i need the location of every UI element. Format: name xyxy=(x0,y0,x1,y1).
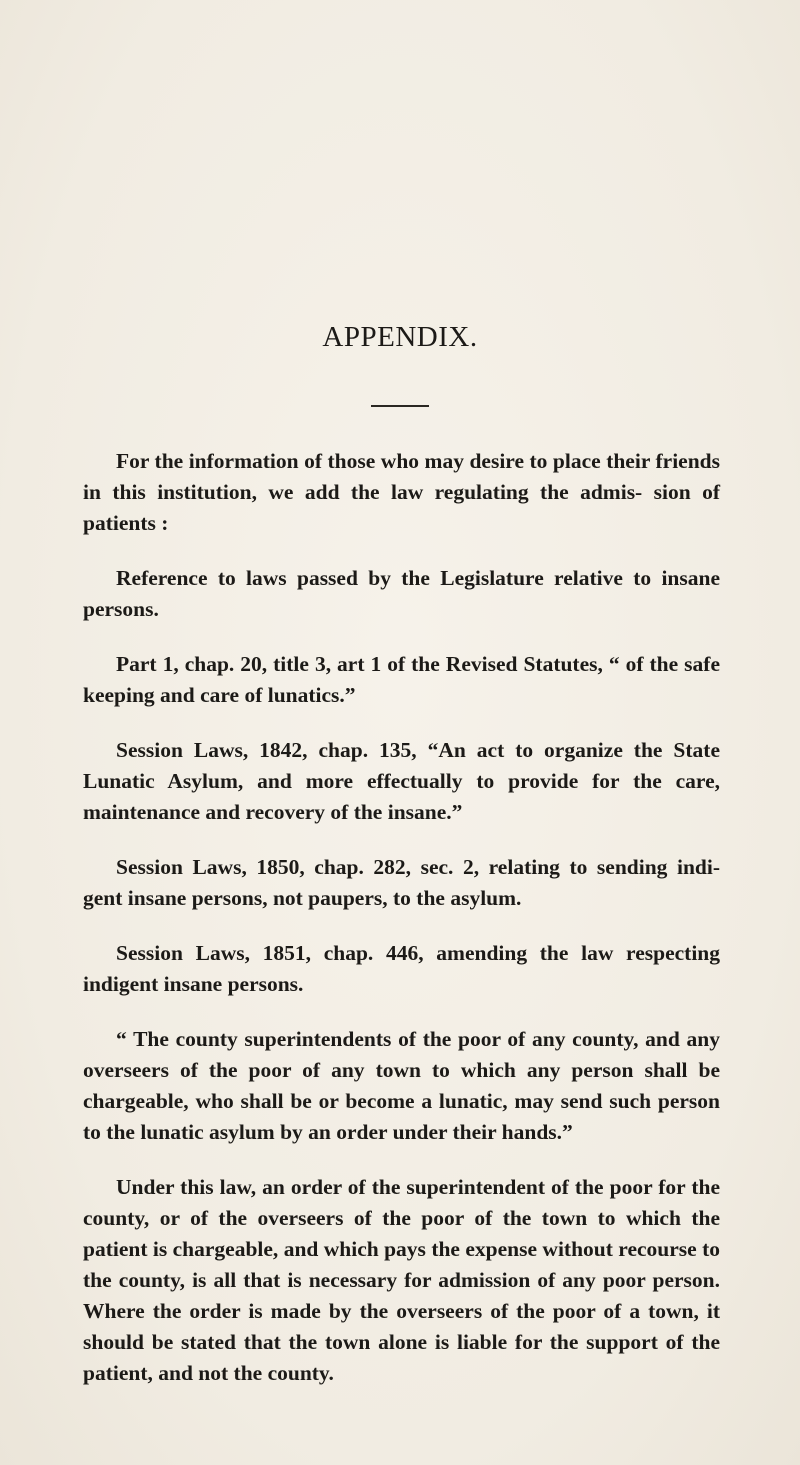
body-text xyxy=(83,446,720,1413)
title-divider xyxy=(371,405,429,407)
paragraph-admission-order: Under this law, an order of the superintendent of the poor for the county, or of the overseers of the poor of the town to which the patient is chargeable, and which pays the expense without recourse to the county, is all that is necessary for admission of any poor person. Where the order is made by the overseers of the poor of a town, it should be stated that the town alone is liable for the support of the patient, and not the county. xyxy=(83,1175,720,1385)
page-title: APPENDIX. xyxy=(322,321,478,354)
paragraph-session-laws-1850: Session Laws, 1850, chap. 282, sec. 2, relating to sending indi- gent insane persons, not paupers, to the asylum. xyxy=(83,855,720,910)
paragraph-session-laws-1842: Session Laws, 1842, chap. 135, “An act to organize the State Lunatic Asylum, and more effectually to provide for the care, maintenance and recovery of the insane.” xyxy=(83,738,720,824)
paragraph-session-laws-1851: Session Laws, 1851, chap. 446, amending the law respecting indigent insane persons. xyxy=(83,941,720,996)
paragraph-quoted-law: “ The county superintendents of the poor of any county, and any overseers of the poor of any town to which any person shall be chargeable, who shall be or become a lunatic, may send such person to the lunatic asylum by an order under their hands.” xyxy=(83,1027,720,1144)
paragraph-intro: For the information of those who may desire to place their friends in this institution, we add the law regulating the admis- sion of patients : xyxy=(83,449,720,535)
paragraph-reference: Reference to laws passed by the Legislature relative to insane persons. xyxy=(83,566,720,621)
paragraph-revised-statutes: Part 1, chap. 20, title 3, art 1 of the Revised Statutes, “ of the safe keeping and care of lunatics.” xyxy=(83,652,720,707)
